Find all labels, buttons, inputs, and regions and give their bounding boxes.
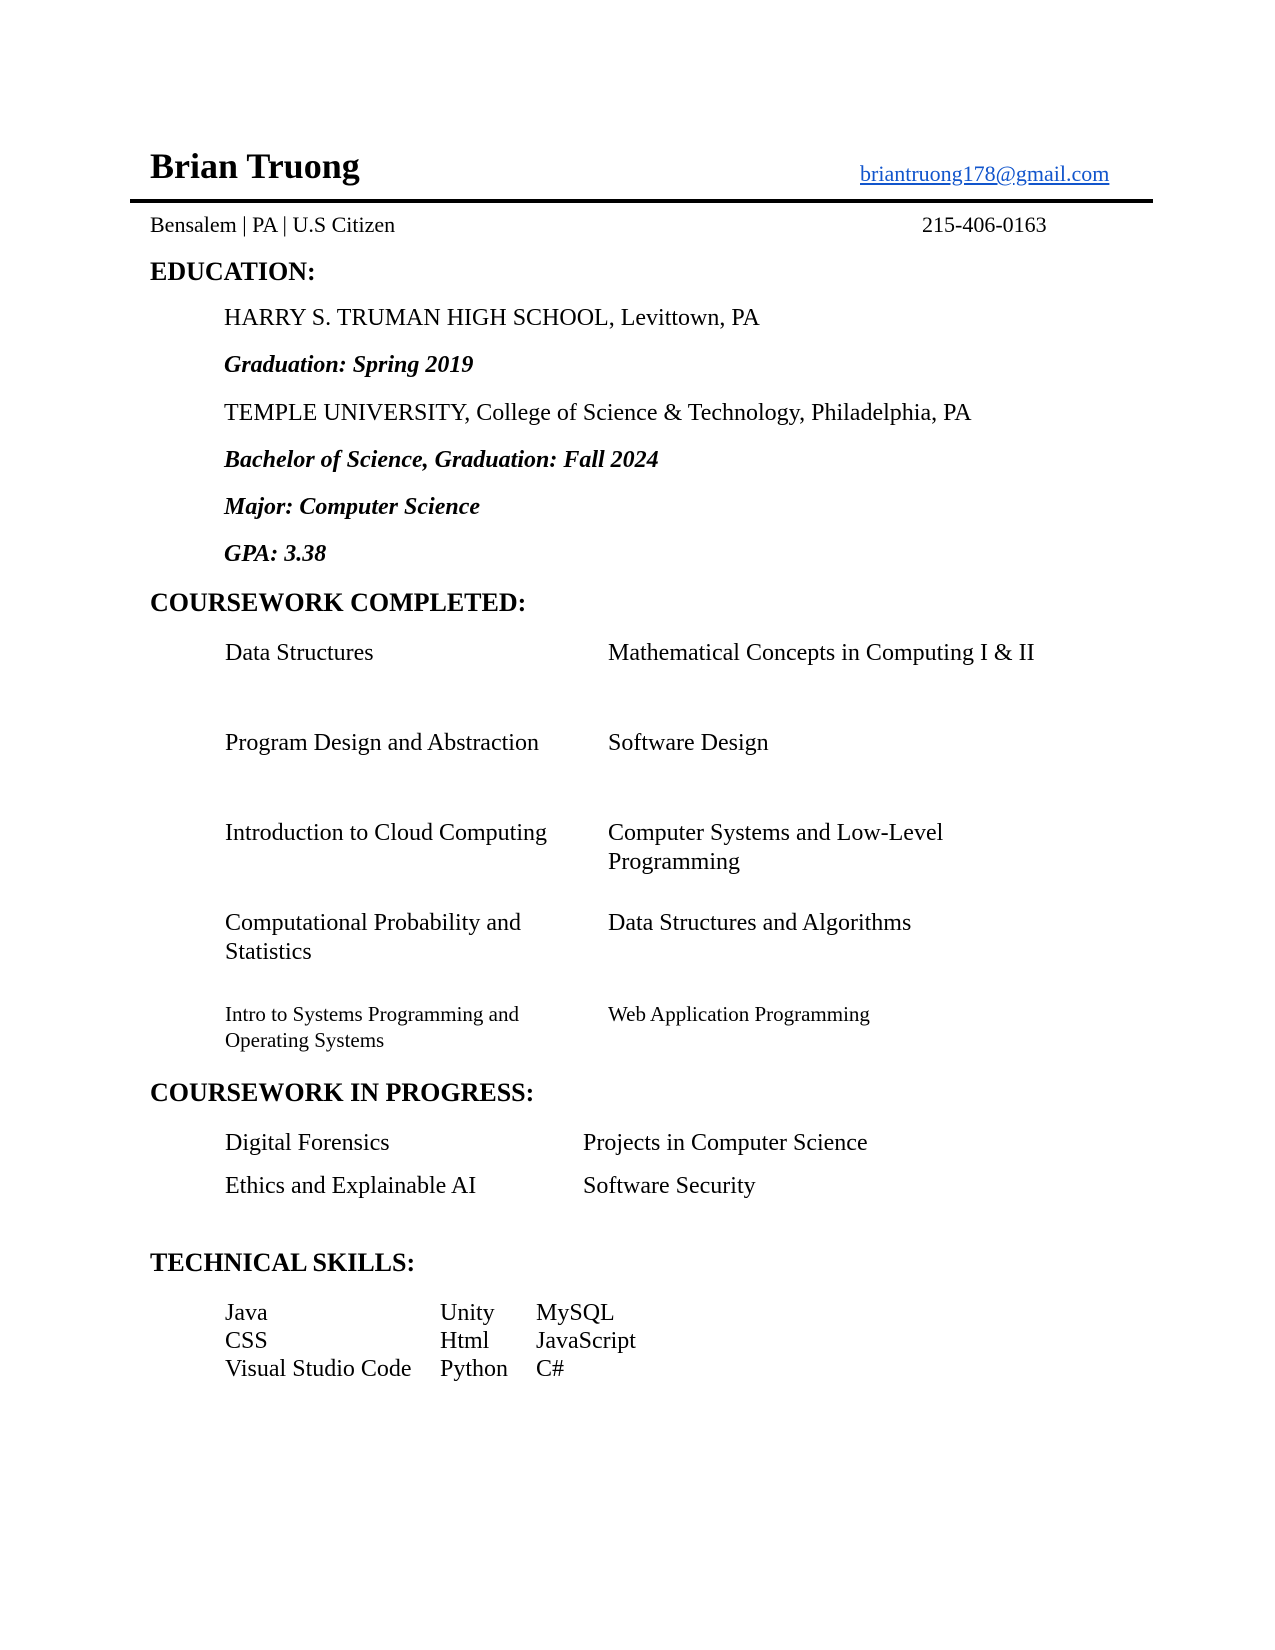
coursework-completed-heading: COURSEWORK COMPLETED: xyxy=(150,588,527,617)
skill-item: Html xyxy=(440,1328,490,1354)
education-graduation-1: Graduation: Spring 2019 xyxy=(224,352,474,378)
education-major: Major: Computer Science xyxy=(224,494,480,520)
course-completed-item: Introduction to Cloud Computing xyxy=(225,820,547,846)
phone-number: 215-406-0163 xyxy=(922,212,1047,237)
course-completed-item: Program Design and Abstraction xyxy=(225,730,539,756)
course-in-progress-item: Projects in Computer Science xyxy=(583,1130,868,1156)
course-in-progress-item: Digital Forensics xyxy=(225,1130,390,1156)
technical-skills-heading: TECHNICAL SKILLS: xyxy=(150,1248,416,1277)
course-completed-item: Data Structures xyxy=(225,640,374,666)
education-gpa: GPA: 3.38 xyxy=(224,541,327,567)
candidate-name: Brian Truong xyxy=(150,146,360,186)
skill-item: Visual Studio Code xyxy=(225,1356,412,1382)
location-citizenship: Bensalem | PA | U.S Citizen xyxy=(150,212,396,237)
course-in-progress-item: Software Security xyxy=(583,1173,756,1199)
course-completed-item: Mathematical Concepts in Computing I & II xyxy=(608,640,1035,666)
header-divider xyxy=(130,199,1153,203)
education-school-2: TEMPLE UNIVERSITY, College of Science & Technology, Philadelphia, PA xyxy=(224,400,972,426)
skill-item: Python xyxy=(440,1356,509,1382)
skill-item: JavaScript xyxy=(536,1328,636,1354)
skill-item: CSS xyxy=(225,1328,268,1354)
skill-item: Unity xyxy=(440,1300,495,1326)
course-completed-item: Computer Systems and Low-Level Programming xyxy=(608,820,944,875)
education-heading: EDUCATION: xyxy=(150,257,316,286)
skill-item: MySQL xyxy=(536,1300,615,1326)
skill-item: C# xyxy=(536,1356,565,1382)
course-completed-item: Computational Probability and Statistics xyxy=(225,910,521,965)
course-in-progress-item: Ethics and Explainable AI xyxy=(225,1173,477,1199)
course-completed-item: Web Application Programming xyxy=(608,1002,870,1026)
skill-item: Java xyxy=(225,1300,268,1326)
education-degree: Bachelor of Science, Graduation: Fall 2024 xyxy=(224,447,659,473)
course-completed-item: Software Design xyxy=(608,730,769,756)
education-school-1: HARRY S. TRUMAN HIGH SCHOOL, Levittown, PA xyxy=(224,305,760,331)
course-completed-item: Intro to Systems Programming and Operating Systems xyxy=(225,1002,519,1052)
course-completed-item: Data Structures and Algorithms xyxy=(608,910,912,936)
email-link[interactable]: briantruong178@gmail.com xyxy=(860,161,1110,186)
coursework-in-progress-heading: COURSEWORK IN PROGRESS: xyxy=(150,1078,535,1107)
